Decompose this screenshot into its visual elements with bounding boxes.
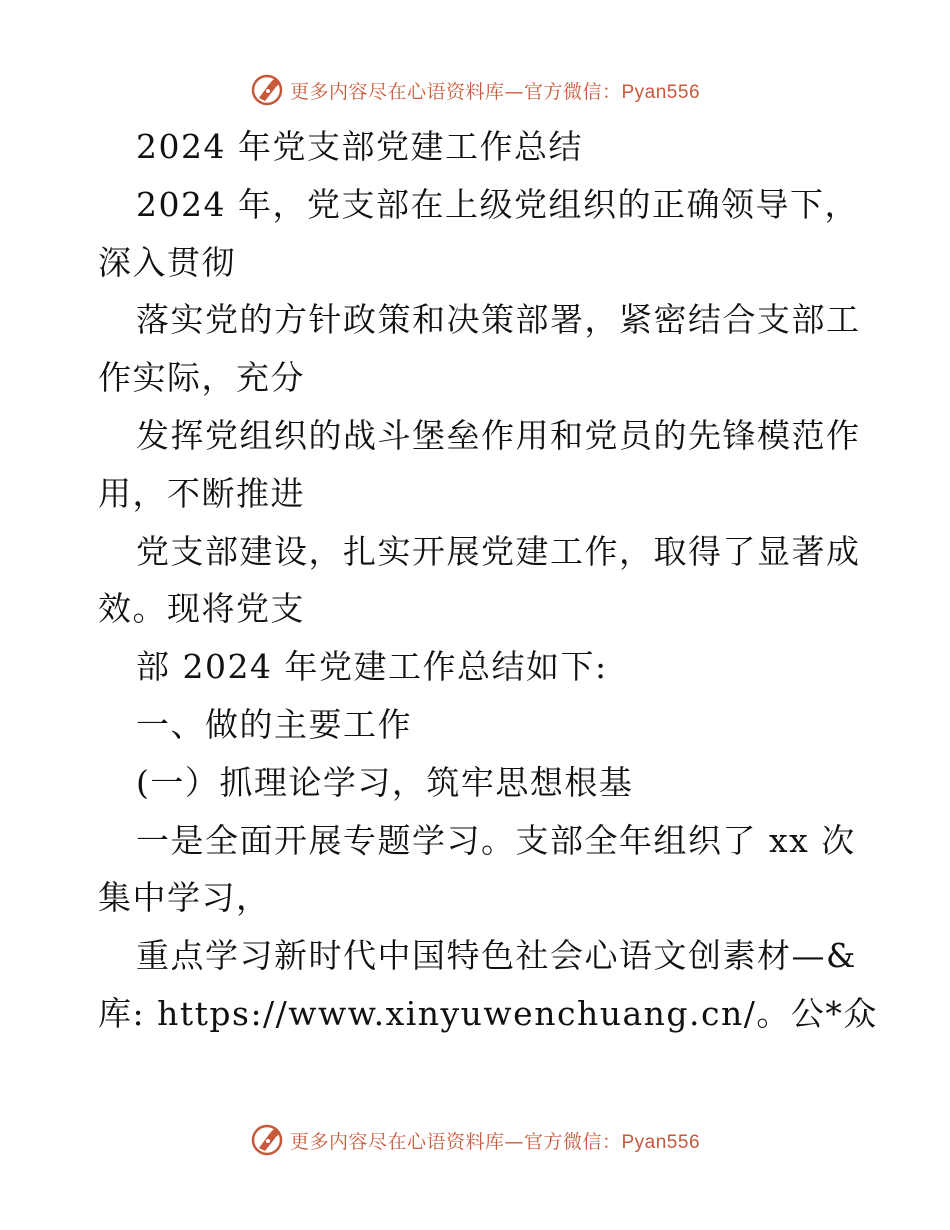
doc-line: 发挥党组织的战斗堡垒作用和党员的先锋模范作 [136,415,861,455]
section-heading: 一、做的主要工作 [136,704,412,744]
doc-line: 2024 年，党支部在上级党组织的正确领导下， [136,184,859,224]
doc-line: 深入贯彻 [98,242,236,282]
doc-line: 重点学习新时代中国特色社会心语文创素材—& [136,936,857,976]
doc-line: 作实际，充分 [98,358,305,398]
doc-line: 部 2024 年党建工作总结如下: [136,647,608,687]
doc-title: 2024 年党支部党建工作总结 [136,127,583,166]
doc-line: 库: https://www.xinyuwenchuang.cn/。公*众 [98,993,878,1033]
header-watermark [0,70,950,110]
watermark-wechat-id: Pyan556 [621,81,701,103]
subsection-heading: (一）抓理论学习，筑牢思想根基 [136,762,634,802]
doc-line: 集中学习， [98,878,271,918]
doc-line: 一是全面开展专题学习。支部全年组织了 xx 次 [136,820,856,860]
watermark-text: 更多内容尽在心语资料库—官方微信： [289,80,622,103]
doc-line: 用，不断推进 [98,473,305,513]
watermark-wechat-id: Pyan556 [621,1131,701,1153]
watermark-text: 更多内容尽在心语资料库—官方微信： [289,1130,622,1153]
pen-nib-logo-icon [250,1123,284,1157]
doc-line: 落实党的方针政策和决策部署，紧密结合支部工 [136,300,861,340]
footer-watermark [0,1120,950,1160]
doc-line: 效。现将党支 [98,589,305,629]
doc-line: 党支部建设，扎实开展党建工作，取得了显著成 [136,531,861,571]
document-body [98,118,878,1043]
pen-nib-logo-icon [250,73,284,107]
